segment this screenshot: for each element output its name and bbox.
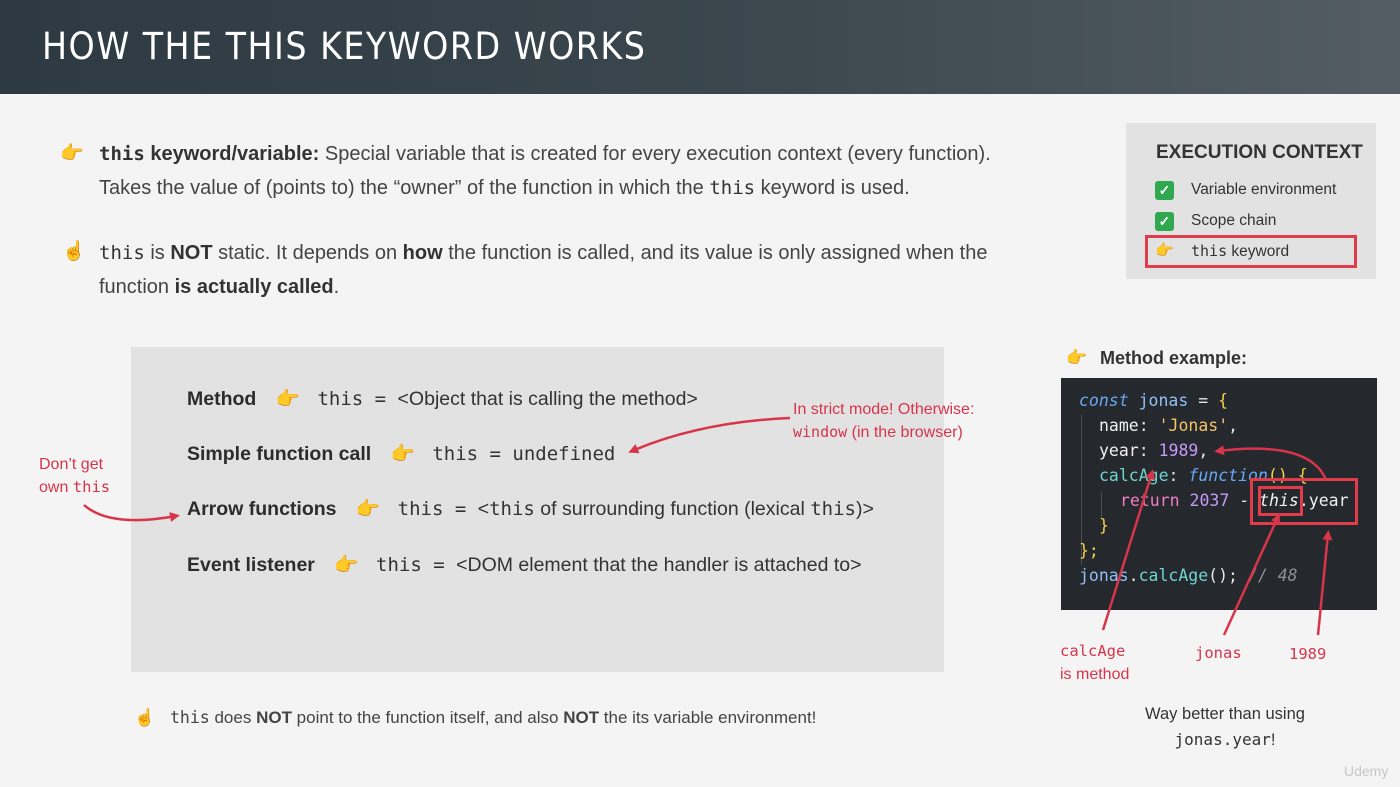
code-line-6: [1099, 513, 1109, 538]
code-line-3: [1099, 438, 1208, 463]
rule-lhs: this: [317, 388, 364, 410]
code-token: return: [1120, 491, 1180, 510]
code-token: -: [1229, 491, 1260, 510]
rule-lhs: this: [376, 554, 422, 576]
pointing-hand-icon: 👉: [275, 388, 301, 410]
bullet-2-c: static. It depends on: [212, 242, 403, 264]
rule-method: [187, 385, 698, 413]
year-label: 1989: [1289, 645, 1327, 663]
rule-rhs-code: this: [489, 498, 535, 520]
code-token: jonas: [1138, 391, 1189, 410]
footer-a: does: [209, 708, 257, 727]
rule-rhs-a: <: [477, 498, 490, 520]
code-token: ,: [1228, 416, 1239, 435]
dont-get-line-2: own: [39, 479, 73, 496]
code-token: ,: [1198, 441, 1209, 460]
code-token: function: [1188, 466, 1268, 485]
strict-mode-line-2: (in the browser): [847, 424, 963, 441]
exec-item-variable-environment: Variable environment: [1191, 181, 1337, 198]
jonas-label: jonas: [1195, 644, 1242, 662]
rule-label: Method: [187, 388, 257, 410]
code-token: ();: [1208, 566, 1248, 585]
bullet-1-text-2a: Takes the value of (points to) the “owner” of the function in which the: [99, 177, 710, 199]
rule-rhs-c: )>: [855, 498, 874, 520]
code-token: const: [1079, 391, 1129, 410]
rule-label: Simple function call: [187, 443, 372, 465]
bullet-2-line-2: [99, 270, 339, 304]
rule-arrow-functions: [187, 495, 874, 523]
code-token: .: [1298, 491, 1309, 510]
code-token: .: [1128, 566, 1139, 585]
rule-rhs-b: of surrounding function (lexical: [534, 498, 811, 520]
bullet-1-code: this: [99, 143, 145, 165]
footer-c: point to the function itself, and also: [291, 708, 564, 727]
execution-context-title: EXECUTION CONTEXT: [1156, 142, 1363, 163]
method-example-label: Method example:: [1100, 348, 1248, 368]
bullet-2-d: the function is called, and its value is only assigned when the: [442, 242, 988, 264]
code-token: :: [1168, 466, 1189, 485]
bullet-1-line-1: [99, 137, 991, 171]
code-token: name: [1099, 416, 1139, 435]
code-line-7: [1079, 538, 1099, 563]
rule-label: Arrow functions: [187, 498, 337, 520]
pointing-hand-icon: 👉: [390, 443, 415, 465]
bullet-2-code: this: [99, 242, 145, 264]
code-token: () {: [1267, 466, 1308, 485]
code-token: }: [1099, 516, 1109, 535]
code-token: };: [1079, 541, 1099, 560]
strict-mode-line-1: In strict mode! Otherwise:: [793, 401, 975, 418]
bullet-2-f: .: [333, 276, 340, 298]
strict-mode-note: [793, 398, 974, 444]
calcage-label-text: is method: [1060, 666, 1130, 683]
rule-rhs: undefined: [512, 443, 616, 465]
pointing-hand-icon: 👉: [355, 498, 381, 520]
code-token: this: [1259, 491, 1299, 510]
better-bang: !: [1270, 731, 1276, 749]
pointing-hand-icon: 👉: [60, 143, 84, 164]
rule-label: Event listener: [187, 554, 315, 576]
code-line-1: [1079, 388, 1228, 413]
code-token: calcAge: [1099, 466, 1169, 485]
bullet-1-code-2: this: [709, 177, 756, 199]
rule-rhs: <Object that is calling the method>: [397, 388, 698, 410]
footer-b2: NOT: [563, 708, 600, 727]
this-keyword-highlight: [1145, 235, 1357, 268]
code-token: 1989: [1158, 441, 1199, 460]
pointing-hand-icon: 👉: [1066, 348, 1088, 367]
code-line-8: [1079, 563, 1298, 588]
code-token: year: [1308, 491, 1349, 510]
footer-d: the its variable environment!: [599, 708, 817, 727]
this-highlight: [1258, 486, 1303, 516]
rule-eq: =: [443, 498, 478, 520]
bullet-2-line-1: [99, 236, 987, 270]
rule-lhs: this: [432, 443, 479, 465]
code-token: :: [1138, 416, 1159, 435]
bullet-1-line-2: [99, 171, 910, 205]
pointing-hand-icon: 👉: [1155, 242, 1174, 259]
check-mark-icon: ✓: [1155, 212, 1174, 231]
footer-b1: NOT: [256, 708, 292, 727]
better-line-1: Way better than using: [1145, 705, 1305, 723]
strict-mode-code: window: [793, 423, 848, 441]
rule-eq: =: [421, 554, 457, 576]
rule-rhs-code: this: [810, 498, 856, 520]
code-line-2: [1099, 413, 1238, 438]
rule-simple-function: [187, 440, 615, 468]
rule-eq: =: [363, 388, 398, 410]
better-note: [1110, 701, 1340, 753]
bullet-2-b3: is actually called: [174, 276, 334, 298]
code-token: =: [1188, 391, 1219, 410]
calcage-label-code: calcAge: [1060, 642, 1126, 660]
dont-get-own-this-note: [39, 453, 110, 499]
check-mark-icon: ✓: [1155, 181, 1174, 200]
rule-eq: =: [478, 443, 513, 465]
code-token: jonas: [1079, 566, 1129, 585]
better-code: jonas.year: [1174, 730, 1271, 749]
index-up-hand-icon: ☝️: [134, 708, 156, 727]
calcage-label: [1060, 640, 1129, 686]
bullet-1-bold: keyword/variable:: [144, 143, 320, 165]
slide-title: HOW THE THIS KEYWORD WORKS: [42, 25, 647, 68]
bullet-1-text: Special variable that is created for every execution context (every function).: [319, 143, 991, 165]
bullet-2-a: is: [144, 242, 171, 264]
index-up-hand-icon: ☝️: [62, 241, 86, 262]
rule-rhs: <DOM element that the handler is attached to>: [456, 554, 862, 576]
code-token: calcAge: [1138, 566, 1209, 585]
code-token: year: [1099, 441, 1139, 460]
code-token: // 48: [1247, 566, 1298, 585]
exec-item-label: keyword: [1227, 243, 1290, 260]
dont-get-code: this: [72, 478, 111, 496]
udemy-watermark: Udemy: [1344, 763, 1389, 779]
footer-note: [170, 708, 816, 728]
code-token: :: [1138, 441, 1159, 460]
bullet-2-e: function: [99, 276, 175, 298]
exec-item-code: this: [1191, 242, 1228, 260]
bullet-1-text-2b: keyword is used.: [755, 177, 910, 199]
rule-lhs: this: [397, 498, 444, 520]
exec-item-scope-chain: Scope chain: [1191, 212, 1277, 229]
bullet-2-b1: NOT: [170, 242, 213, 264]
code-token: 'Jonas': [1158, 416, 1229, 435]
bullet-2-b2: how: [402, 242, 443, 264]
rule-event-listener: [187, 551, 862, 579]
pointing-hand-icon: 👉: [334, 554, 359, 576]
code-token: {: [1218, 391, 1229, 410]
code-token: 2037: [1179, 491, 1230, 510]
dont-get-line-1: Don’t get: [39, 456, 104, 473]
footer-code: this: [170, 708, 210, 727]
